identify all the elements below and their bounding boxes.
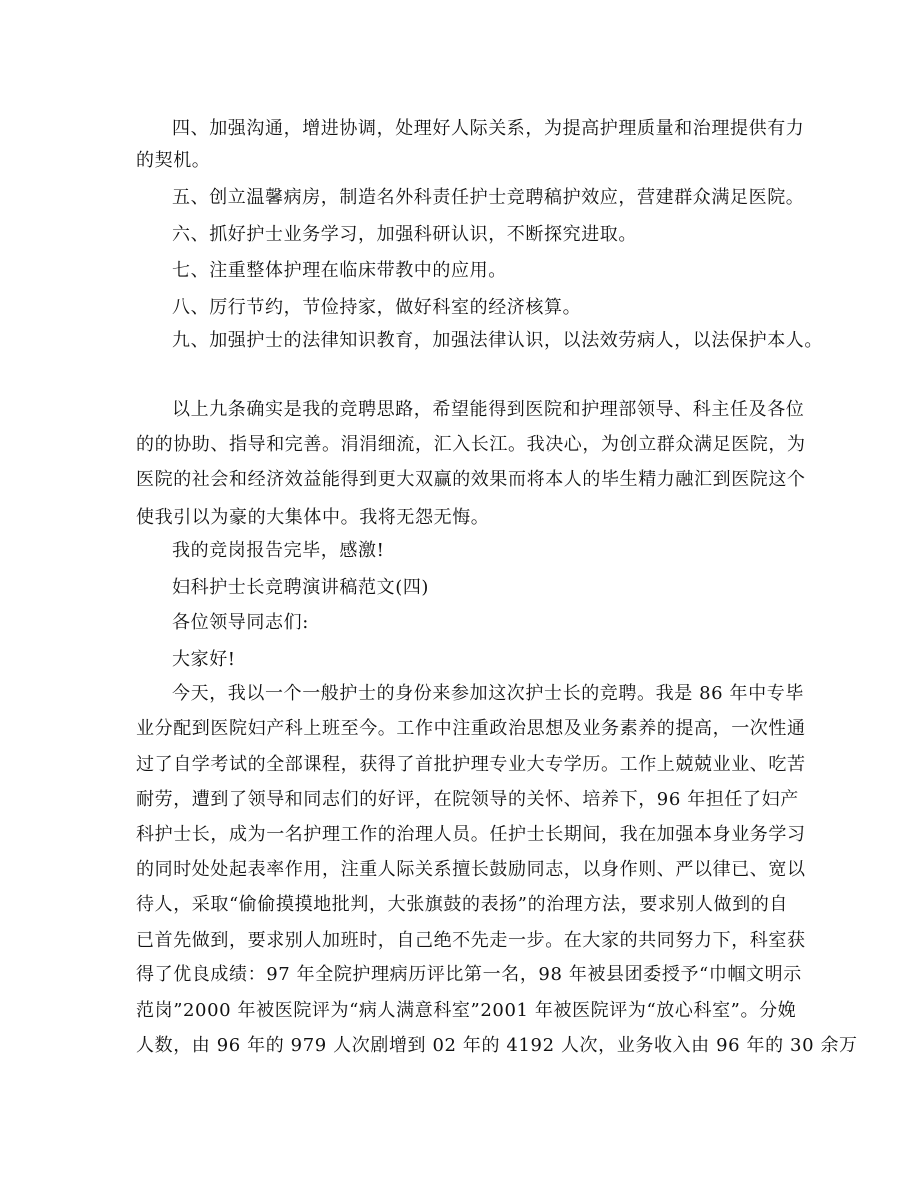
section-title: 妇科护士长竞聘演讲稿范文(四) (172, 577, 430, 598)
paragraph-line: 今天，我以一个一般护士的身份来参加这次护士长的竞聘。我是 86 年中专毕 (172, 683, 804, 704)
paragraph-line: 业分配到医院妇产科上班至今。工作中注重政治思想及业务素养的提高，一次性通 (136, 718, 806, 739)
paragraph-line: 耐劳，遭到了领导和同志们的好评，在院领导的关怀、培养下，96 年担任了妇产 (136, 789, 799, 810)
paragraph-line: 的同时处处起表率作用，注重人际关系擅长鼓励同志，以身作则、严以律已、宽以 (136, 859, 806, 880)
paragraph-line: 过了自学考试的全部课程，获得了首批护理专业大专学历。工作上兢兢业业、吃苦 (136, 754, 806, 775)
paragraph-line: 科护士长，成为一名护理工作的治理人员。任护士长期间，我在加强本身业务学习 (136, 824, 806, 845)
paragraph-line: 四、加强沟通，增进协调，处理好人际关系，为提高护理质量和治理提供有力 (172, 118, 805, 139)
paragraph-line: 九、加强护士的法律知识教育，加强法律认识，以法效劳病人，以法保护本人。 (172, 330, 823, 351)
paragraph-line: 人数，由 96 年的 979 人次剧增到 02 年的 4192 人次，业务收入由 96 年的 30 余万 (136, 1035, 858, 1056)
paragraph-line: 的契机。 (136, 150, 211, 171)
paragraph-line: 六、抓好护士业务学习，加强科研认识，不断探究进取。 (172, 224, 637, 245)
paragraph-line: 的的协助、指导和完善。涓涓细流，汇入长江。我决心，为创立群众满足医院，为 (136, 434, 806, 455)
paragraph-line: 八、厉行节约，节俭持家，做好科室的经济核算。 (172, 297, 582, 318)
paragraph-line: 五、创立温馨病房，制造名外科责任护士竞聘稿护效应，营建群众满足医院。 (172, 187, 805, 208)
paragraph-line: 待人，采取“偷偷摸摸地批判，大张旗鼓的表扬”的治理方法，要求别人做到的自 (136, 894, 789, 915)
greeting-line: 各位领导同志们: (172, 612, 309, 633)
paragraph-line: 七、注重整体护理在临床带教中的应用。 (172, 260, 507, 281)
greeting-line: 大家好! (172, 649, 236, 670)
paragraph-line: 使我引以为豪的大集体中。我将无怨无悔。 (136, 507, 490, 528)
paragraph-line: 以上九条确实是我的竞聘思路，希望能得到医院和护理部领导、科主任及各位 (172, 399, 805, 420)
paragraph-line: 得了优良成绩：97 年全院护理病历评比第一名，98 年被县团委授予“巾帼文明示 (136, 964, 802, 985)
paragraph-line: 范岗”2000 年被医院评为“病人满意科室”2001 年被医院评为“放心科室”。分娩 (136, 1000, 797, 1021)
paragraph-line: 已首先做到，要求别人加班时，自己绝不先走一步。在大家的共同努力下，科室获 (136, 930, 806, 951)
paragraph-line: 医院的社会和经济效益能得到更大双赢的效果而将本人的毕生精力融汇到医院这个 (136, 469, 806, 490)
paragraph-line: 我的竞岗报告完毕，感激! (172, 540, 385, 561)
